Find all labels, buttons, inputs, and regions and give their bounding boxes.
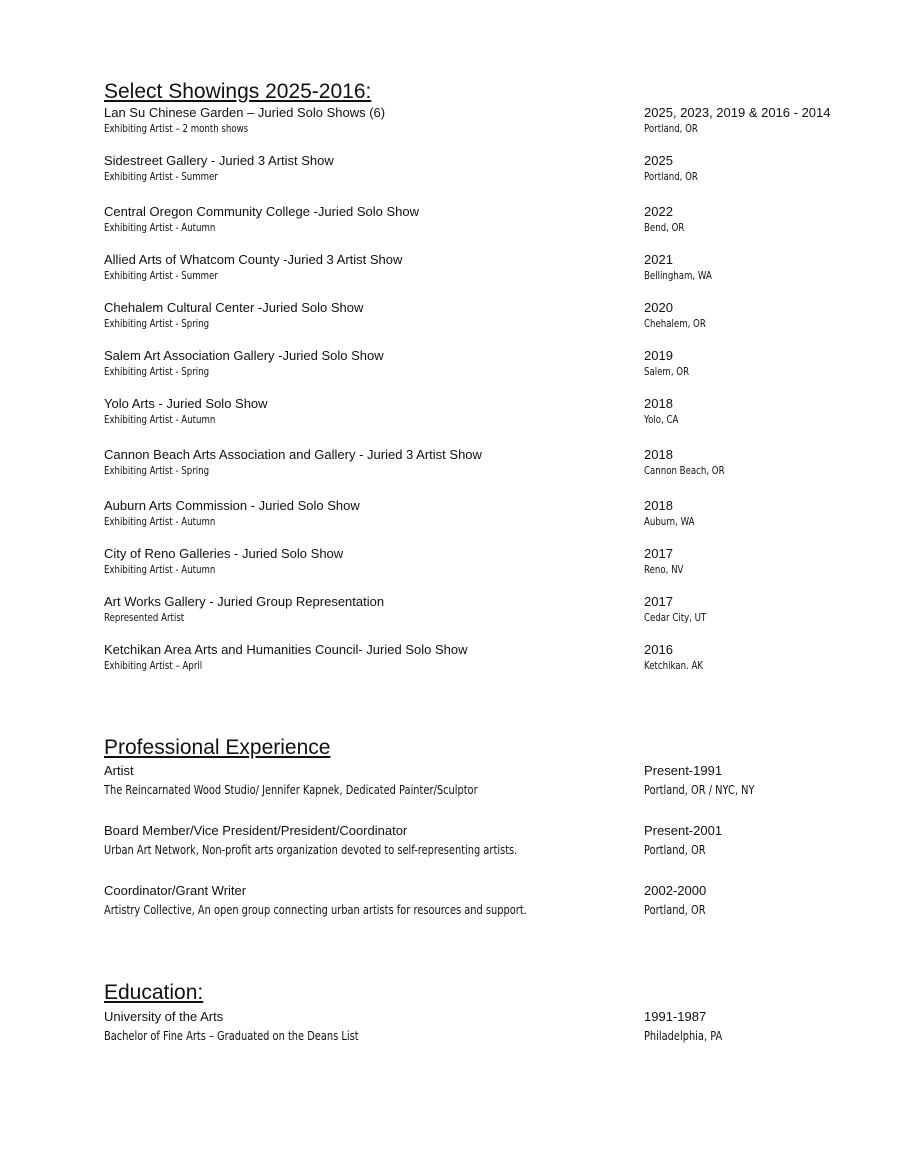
entry-date: 1991-1987 <box>644 1009 707 1024</box>
entry-title: Art Works Gallery - Juried Group Representation <box>104 594 385 609</box>
entry-subtitle: Exhibiting Artist - Autumn <box>104 516 216 528</box>
entry-location: Yolo, CA <box>644 414 679 426</box>
entry-title: Artist <box>104 763 134 778</box>
entry-location: Bend, OR <box>644 222 685 234</box>
entry-title: Chehalem Cultural Center -Juried Solo Show <box>104 300 364 315</box>
showing-entry <box>104 348 844 388</box>
showing-entry <box>104 642 844 682</box>
entry-date: 2019 <box>644 348 673 363</box>
entry-subtitle: The Reincarnated Wood Studio/ Jennifer Kapnek, Dedicated Painter/Sculptor <box>104 783 478 797</box>
entry-date: 2002-2000 <box>644 883 707 898</box>
entry-title: University of the Arts <box>104 1009 224 1024</box>
entry-date: 2018 <box>644 498 673 513</box>
showing-entry <box>104 498 844 538</box>
entry-date: 2017 <box>644 594 673 609</box>
entry-subtitle: Exhibiting Artist - Spring <box>104 318 210 330</box>
experience-entry <box>104 883 844 923</box>
entry-location: Philadelphia, PA <box>644 1029 723 1043</box>
experience-heading: Professional Experience <box>104 736 331 759</box>
showing-entry <box>104 594 844 634</box>
entry-location: Cedar City, UT <box>644 612 707 624</box>
entry-title: Lan Su Chinese Garden – Juried Solo Shows (6) <box>104 105 386 120</box>
entry-date: 2017 <box>644 546 673 561</box>
entry-subtitle: Exhibiting Artist - Spring <box>104 465 210 477</box>
showing-entry <box>104 252 844 292</box>
entry-title: Allied Arts of Whatcom County -Juried 3 Artist Show <box>104 252 403 267</box>
showing-entry <box>104 447 844 487</box>
education-entry <box>104 1009 844 1049</box>
entry-location: Portland, OR <box>644 843 706 857</box>
entry-title: Coordinator/Grant Writer <box>104 883 247 898</box>
entry-date: Present-1991 <box>644 763 723 778</box>
entry-location: Reno, NV <box>644 564 684 576</box>
experience-entry <box>104 763 844 803</box>
entry-date: 2022 <box>644 204 673 219</box>
entry-title: City of Reno Galleries - Juried Solo Show <box>104 546 344 561</box>
entry-title: Salem Art Association Gallery -Juried Solo Show <box>104 348 384 363</box>
entry-subtitle: Bachelor of Fine Arts – Graduated on the Deans List <box>104 1029 359 1043</box>
entry-title: Sidestreet Gallery - Juried 3 Artist Show <box>104 153 334 168</box>
entry-title: Yolo Arts - Juried Solo Show <box>104 396 268 411</box>
entry-title: Ketchikan Area Arts and Humanities Council- Juried Solo Show <box>104 642 468 657</box>
entry-title: Board Member/Vice President/President/Coordinator <box>104 823 408 838</box>
entry-subtitle: Represented Artist <box>104 612 185 624</box>
entry-subtitle: Exhibiting Artist - Autumn <box>104 564 216 576</box>
entry-title: Auburn Arts Commission - Juried Solo Show <box>104 498 360 513</box>
entry-title: Central Oregon Community College -Juried Solo Show <box>104 204 420 219</box>
entry-date: 2016 <box>644 642 673 657</box>
entry-location: Portland, OR <box>644 171 698 183</box>
entry-subtitle: Urban Art Network, Non-profit arts organization devoted to self-representing artists. <box>104 843 518 857</box>
showing-entry <box>104 546 844 586</box>
entry-location: Auburn, WA <box>644 516 695 528</box>
entry-location: Portland, OR <box>644 123 698 135</box>
entry-date: Present-2001 <box>644 823 723 838</box>
showing-entry <box>104 396 844 436</box>
entry-location: Bellingham, WA <box>644 270 712 282</box>
entry-date: 2021 <box>644 252 673 267</box>
showing-entry <box>104 300 844 340</box>
entry-subtitle: Exhibiting Artist - Summer <box>104 171 218 183</box>
entry-subtitle: Exhibiting Artist - Spring <box>104 366 210 378</box>
entry-location: Salem, OR <box>644 366 690 378</box>
entry-location: Portland, OR / NYC, NY <box>644 783 755 797</box>
entry-subtitle: Artistry Collective, An open group connecting urban artists for resources and support. <box>104 903 527 917</box>
showing-entry <box>104 153 844 193</box>
entry-subtitle: Exhibiting Artist – 2 month shows <box>104 123 249 135</box>
entry-location: Portland, OR <box>644 903 706 917</box>
education-heading: Education: <box>104 981 204 1004</box>
entry-date: 2025, 2023, 2019 & 2016 - 2014 <box>644 105 831 120</box>
entry-title: Cannon Beach Arts Association and Gallery - Juried 3 Artist Show <box>104 447 482 462</box>
entry-date: 2018 <box>644 396 673 411</box>
entry-date: 2018 <box>644 447 673 462</box>
experience-entry <box>104 823 844 863</box>
entry-location: Ketchikan. AK <box>644 660 704 672</box>
entry-location: Cannon Beach, OR <box>644 465 725 477</box>
entry-date: 2025 <box>644 153 673 168</box>
entry-location: Chehalem, OR <box>644 318 706 330</box>
entry-subtitle: Exhibiting Artist – April <box>104 660 203 672</box>
entry-date: 2020 <box>644 300 673 315</box>
showings-heading: Select Showings 2025-2016: <box>104 80 372 103</box>
entry-subtitle: Exhibiting Artist - Autumn <box>104 222 216 234</box>
showing-entry <box>104 105 844 145</box>
entry-subtitle: Exhibiting Artist - Autumn <box>104 414 216 426</box>
showing-entry <box>104 204 844 244</box>
entry-subtitle: Exhibiting Artist - Summer <box>104 270 218 282</box>
